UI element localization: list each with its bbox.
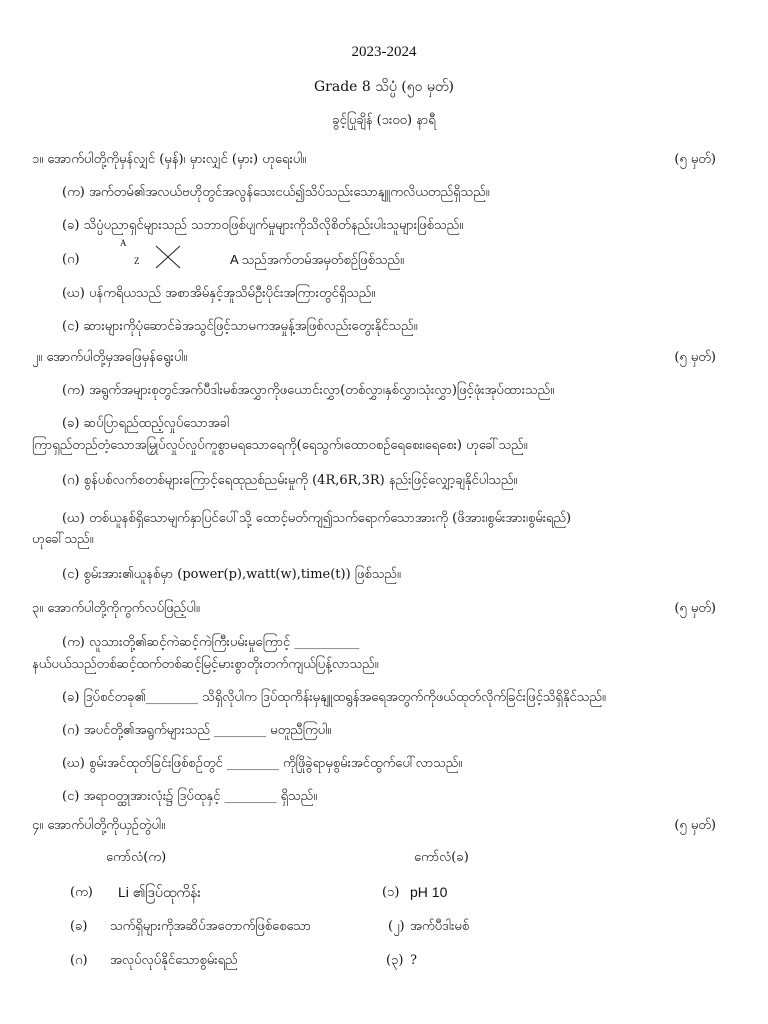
- symbol-z-label: Z: [134, 256, 140, 266]
- q1-item-d: (ဃ) ပန်ကရိယသည် အစာအိမ်နှင့်အူသိမ်ဦးပိုင်းအကြားတွင်ရှိသည်။: [62, 286, 376, 301]
- q1-item-c-label: (ဂ): [62, 252, 80, 267]
- q2-item-d-line1: (ဃ) တစ်ယူနစ်ရှိသောမျက်နှာပြင်ပေါ်သို့ ထောင့်မတ်ကျ၍သက်ရောက်သောအားကို (ဖိအား၊စွမ်းအား၊စွမ်းရည်): [62, 511, 572, 526]
- q2-item-a: (က) အရွက်အများစုတွင်အက်ပီဒါးမစ်အလွှာကိုဖယောင်းလွှာ(တစ်လွှာ၊နှစ်လွှာ၊သုံးလွှာ)ဖြင့်ဖုံးအုပ်ထားသည်။: [62, 383, 555, 398]
- exam-grade: Grade 8 သိပ္ပံ (၅၀ မှတ်): [314, 79, 454, 95]
- q3-title: ၃။ အောက်ပါတို့ကိုကွက်လပ်ဖြည့်ပါ။: [32, 601, 200, 616]
- q2-item-e: (င) စွမ်းအား၏ယူနစ်မှာ (power(p),watt(w),time(t)) ဖြစ်သည်။: [62, 567, 401, 582]
- q3-item-c: (ဂ) အပင်တို့၏အရွက်များသည် ________ မတူညီကြပါ။: [62, 723, 332, 738]
- q4-row-1-label: (၁): [382, 885, 400, 900]
- q4-row-c-label: (ဂ): [70, 953, 88, 968]
- q1-marks: (၅ မှတ်): [674, 152, 716, 167]
- q1-item-c-text: A သည်အက်တမ်အမှတ်စဉ်ဖြစ်သည်။: [230, 252, 404, 267]
- q2-item-c: (ဂ) စွန်ပစ်လက်စတစ်များကြောင့်ရေထုညစ်ညမ်းမှုကို (4R,6R,3R) နည်းဖြင့်လျှော့ချနိုင်ပါသည်။: [62, 473, 518, 488]
- q3-item-b: (ခ) ဒြပ်စင်တခု၏________ သိရှိလိုပါက ဒြပ်ထုကိန်းမှနျူထရွန်အရေအတွက်ကိုဖယ်ထုတ်လိုက်ခြင်းဖြင့်သိရှိနိုင်သည်။: [62, 690, 606, 705]
- q4-column-a-header: ကော်လံ(က): [106, 850, 167, 865]
- q2-item-b-line2: ကြာရှည်တည်တံ့သောအမြှုပ်လှုပ်လှုပ်ကူစွာမရသောရေကို(ရေသွက်၊ထောဝစဉ်ရေစေး၊ရေစေး) ဟုခေါ်သည်။: [32, 438, 528, 453]
- cross-mark-icon: [154, 244, 182, 270]
- q1-title: ၁။ အောက်ပါတို့ကိုမှန်လျှင် (မှန်)၊ မှားလျှင် (မှား) ဟုရေးပါ။: [32, 152, 307, 167]
- q4-title: ၄။ အောက်ပါတို့ကိုယှဉ်တွဲပါ။: [32, 818, 166, 833]
- atomic-number-label: A: [120, 238, 127, 248]
- q1-item-e: (င) ဆားများကိုပုံဆောင်ခဲအသွင်ဖြင့်သာမကအမှုန့်အဖြစ်လည်းတွေးနိုင်သည်။: [62, 319, 418, 334]
- q4-marks: (၅ မှတ်): [674, 818, 716, 833]
- q4-row-3-text: ?: [410, 953, 417, 968]
- q4-row-2-text: အက်ပီဒါးမစ်: [410, 919, 470, 934]
- q1-item-c-figure: [116, 238, 186, 274]
- q3-item-a-line1: (က) လူသားတို့၏ဆင့်ကဲဆင့်ကဲကြီးပမ်းမှုကြောင့် __________: [62, 635, 360, 650]
- q4-row-a-label: (က): [70, 885, 93, 900]
- q1-item-b: (ခ) သိပ္ပံပညာရှင်များသည် သဘာဝဖြစ်ပျက်မှုများကိုသိလိုစိတ်နည်းပါးသူများဖြစ်သည်။: [62, 218, 464, 233]
- q4-row-1-text: pH 10: [410, 884, 448, 900]
- q3-marks: (၅ မှတ်): [674, 601, 716, 616]
- q4-row-b-label: (ခ): [70, 919, 88, 934]
- q3-item-d: (ဃ) စွမ်းအင်ထုတ်ခြင်းဖြစ်စဉ်တွင် ________ ကိုဖြိုခွဲရာမှစွမ်းအင်ထွက်ပေါ်လာသည်။: [62, 756, 463, 771]
- q1-item-a: (က) အက်တမ်၏အလယ်ဗဟိုတွင်အလွန်သေးငယ်၍သိပ်သည်းသောနျူကလိယတည်ရှိသည်။: [62, 185, 490, 200]
- q2-item-d-line2: ဟုခေါ်သည်။: [32, 532, 94, 547]
- exam-year: 2023-2024: [351, 44, 417, 60]
- q2-marks: (၅ မှတ်): [674, 350, 716, 365]
- q4-column-b-header: ကော်လံ(ခ): [414, 850, 469, 865]
- q4-row-3-label: (၃): [386, 953, 404, 968]
- q3-item-a-line2: နယ်ပယ်သည်တစ်ဆင့်ထက်တစ်ဆင့်မြင့်မားစွာတိုးတက်ကျယ်ပြန့်လာသည်။: [32, 657, 379, 672]
- q4-row-a-text: Li ၏ဒြပ်ထုကိန်း: [118, 884, 201, 900]
- q4-row-2-label: (၂): [388, 919, 405, 934]
- q3-item-e: (င) အရာဝတ္ထုအားလုံး၌ ဒြပ်ထုနှင့် ________ ရှိသည်။: [62, 789, 318, 804]
- exam-time-allowed: ခွင့်ပြုချိန် (၁း၀၀) နာရီ: [332, 113, 436, 128]
- q4-row-c-text: အလုပ်လုပ်နိုင်သောစွမ်းရည်: [110, 953, 238, 968]
- q2-title: ၂။ အောက်ပါတို့မှအဖြေမှန်ရွေးပါ။: [32, 350, 188, 365]
- q2-item-b-line1: (ခ) ဆပ်ပြာရည်ထည့်လှုပ်သောအခါ: [62, 416, 230, 431]
- q4-row-b-text: သက်ရှိများကိုအဆိပ်အတောက်ဖြစ်စေသော: [110, 919, 311, 934]
